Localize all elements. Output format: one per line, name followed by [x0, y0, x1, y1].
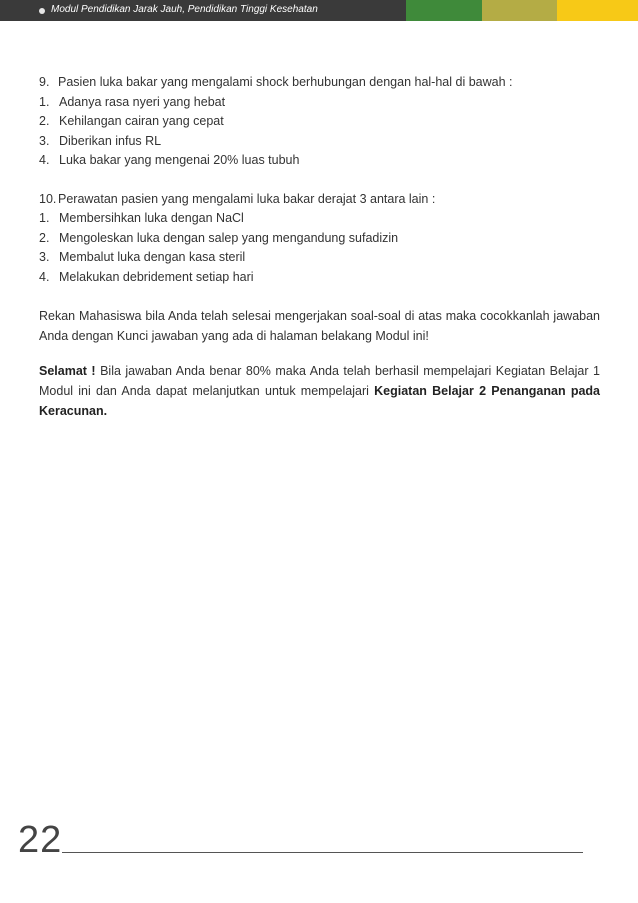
option-item	[39, 132, 600, 152]
congratulation-body: Bila jawaban Anda benar 80% maka Anda telah berhasil mempelajari Kegiatan Belajar 1 Modul ini dan Anda dapat melanjutkan untuk mempelajari	[39, 364, 600, 398]
option-text: Membalut luka dengan kasa steril	[59, 250, 246, 264]
question-stem: Perawatan pasien yang mengalami luka bakar derajat 3 antara lain :	[58, 191, 436, 206]
option-item	[39, 93, 600, 113]
instruction-paragraph: Rekan Mahasiswa bila Anda telah selesai mengerjakan soal-soal di atas maka cocokkanlah jawaban Anda dengan Kunci jawaban yang ada di halaman belakang Modul ini!	[39, 309, 600, 343]
option-text: Luka bakar yang mengenai 20% luas tubuh	[59, 153, 300, 167]
page-header	[0, 0, 638, 21]
option-item	[39, 268, 600, 288]
option-item	[39, 229, 600, 249]
option-number: 1.	[39, 94, 50, 109]
option-text: Mengoleskan luka dengan salep yang mengandung sufadizin	[59, 230, 399, 245]
option-text: Kehilangan cairan yang cepat	[59, 114, 224, 128]
header-title: Modul Pendidikan Jarak Jauh, Pendidikan Tinggi Kesehatan	[51, 4, 318, 15]
header-yellow-block	[557, 0, 638, 21]
option-item	[39, 248, 600, 268]
footer-divider	[62, 852, 583, 853]
question-number: 9.	[39, 75, 50, 89]
option-number: 4.	[39, 269, 50, 284]
congratulation-lead: Selamat !	[39, 364, 96, 378]
option-list	[39, 209, 600, 287]
option-text: Membersihkan luka dengan NaCl	[59, 211, 244, 225]
question-9	[39, 73, 600, 171]
header-green-block	[406, 0, 482, 21]
option-number: 1.	[39, 211, 50, 225]
option-number: 3.	[39, 250, 50, 264]
option-item	[39, 151, 600, 171]
option-number: 3.	[39, 133, 50, 148]
option-item	[39, 112, 600, 132]
option-text: Adanya rasa nyeri yang hebat	[59, 94, 226, 109]
option-number: 2.	[39, 114, 50, 128]
page-number: 22	[18, 819, 63, 861]
question-number: 10.	[39, 191, 57, 206]
option-text: Melakukan debridement setiap hari	[59, 269, 254, 284]
question-text	[39, 190, 600, 210]
page-content	[39, 73, 600, 436]
header-olive-block	[482, 0, 557, 21]
option-item	[39, 209, 600, 229]
question-text	[39, 73, 600, 93]
option-text: Diberikan infus RL	[59, 133, 162, 148]
header-title-bar	[0, 0, 406, 21]
option-list	[39, 93, 600, 171]
congratulation-paragraph	[39, 361, 600, 421]
next-activity-title: Kegiatan Belajar 2 Penanganan pada Keracunan.	[39, 384, 600, 418]
question-stem: Pasien luka bakar yang mengalami shock berhubungan dengan hal-hal di bawah :	[58, 75, 513, 89]
bullet-dot-icon	[39, 8, 45, 14]
option-number: 2.	[39, 230, 50, 245]
option-number: 4.	[39, 153, 50, 167]
question-10	[39, 190, 600, 288]
